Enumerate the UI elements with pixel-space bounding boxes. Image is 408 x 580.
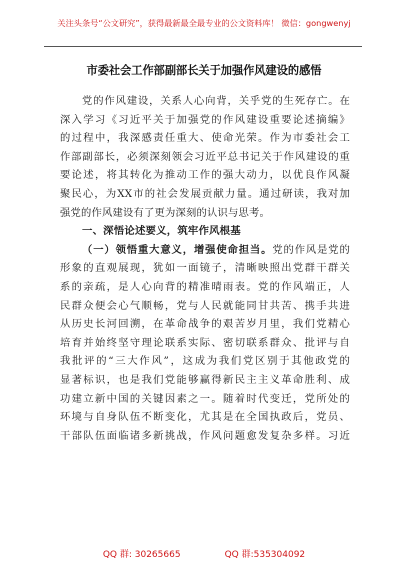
header-divider bbox=[44, 46, 362, 47]
document-title: 市委社会工作部副部长关于加强作风建设的感悟 bbox=[86, 64, 322, 77]
paragraph-line: 作部副部长，必须深刻领会习近平总书记关于作风建设的重 bbox=[60, 150, 350, 163]
paragraph-line: 的过程中，我深感责任重大、使命光荣。作为市委社会工 bbox=[60, 132, 350, 145]
document-body bbox=[60, 92, 350, 445]
subsection-heading: （一）领悟重大意义，增强使命担当。 bbox=[82, 243, 273, 256]
paragraph-line: 从历史长河回溯，在革命战争的艰苦岁月里，我们党精心 bbox=[60, 318, 350, 331]
paragraph-line: 深入学习《习近平关于加强党的作风建设重要论述摘编》 bbox=[60, 113, 350, 126]
paragraph-line: 要论述，将其转化为推动工作的强大动力，以优良作风凝 bbox=[60, 169, 350, 182]
paragraph-line: 功建立新中国的关键因素之一。随着时代变迁，党所处的 bbox=[60, 392, 350, 405]
paragraph-line: 系的亲疏，是人心向背的精准晴雨表。党的作风端正，人 bbox=[60, 280, 350, 293]
footer-qq-left: QQ 群: 30265665 bbox=[102, 550, 181, 560]
paragraph-line: 民群众便会心气顺畅，党与人民就能同甘共苦、携手共进 bbox=[60, 299, 350, 312]
paragraph-line: 环境与自身队伍不断变化，尤其是在全国执政后，党员、 bbox=[60, 411, 350, 424]
paragraph-line: 形象的直观展现，犹如一面镜子，清晰映照出党群干群关 bbox=[60, 262, 350, 275]
section-heading: 一、深悟论述要义，筑牢作风根基 bbox=[82, 225, 241, 238]
subsection-lead-text: 党的作风是党的 bbox=[272, 243, 350, 256]
header-note: 关注头条号“公文研究”，获得最新最全最专业的公文资料库！ 微信：gongwenyj bbox=[57, 18, 351, 28]
paragraph-line: 培育并始终坚守理论联系实际、密切联系群众、批评与自 bbox=[60, 336, 350, 349]
subsection-line bbox=[60, 241, 350, 260]
footer bbox=[0, 547, 408, 560]
paragraph-line: 干部队伍面临诸多新挑战，作风问题愈发复杂多样。习近 bbox=[60, 429, 350, 442]
paragraph-line: 聚民心，为XX市的社会发展贡献力量。通过研读，我对加 bbox=[60, 187, 350, 200]
paragraph-line: 我批评的“三大作风”，这成为我们党区别于其他政党的 bbox=[60, 355, 350, 368]
paragraph-line: 强党的作风建设有了更为深刻的认识与思考。 bbox=[60, 206, 270, 219]
paragraph-line: 党的作风建设，关系人心向背，关乎党的生死存亡。在 bbox=[82, 95, 350, 107]
paragraph-line: 显著标识，也是我们党能够赢得新民主主义革命胜利、成 bbox=[60, 373, 350, 386]
footer-qq-right: QQ 群:535304092 bbox=[224, 550, 306, 560]
